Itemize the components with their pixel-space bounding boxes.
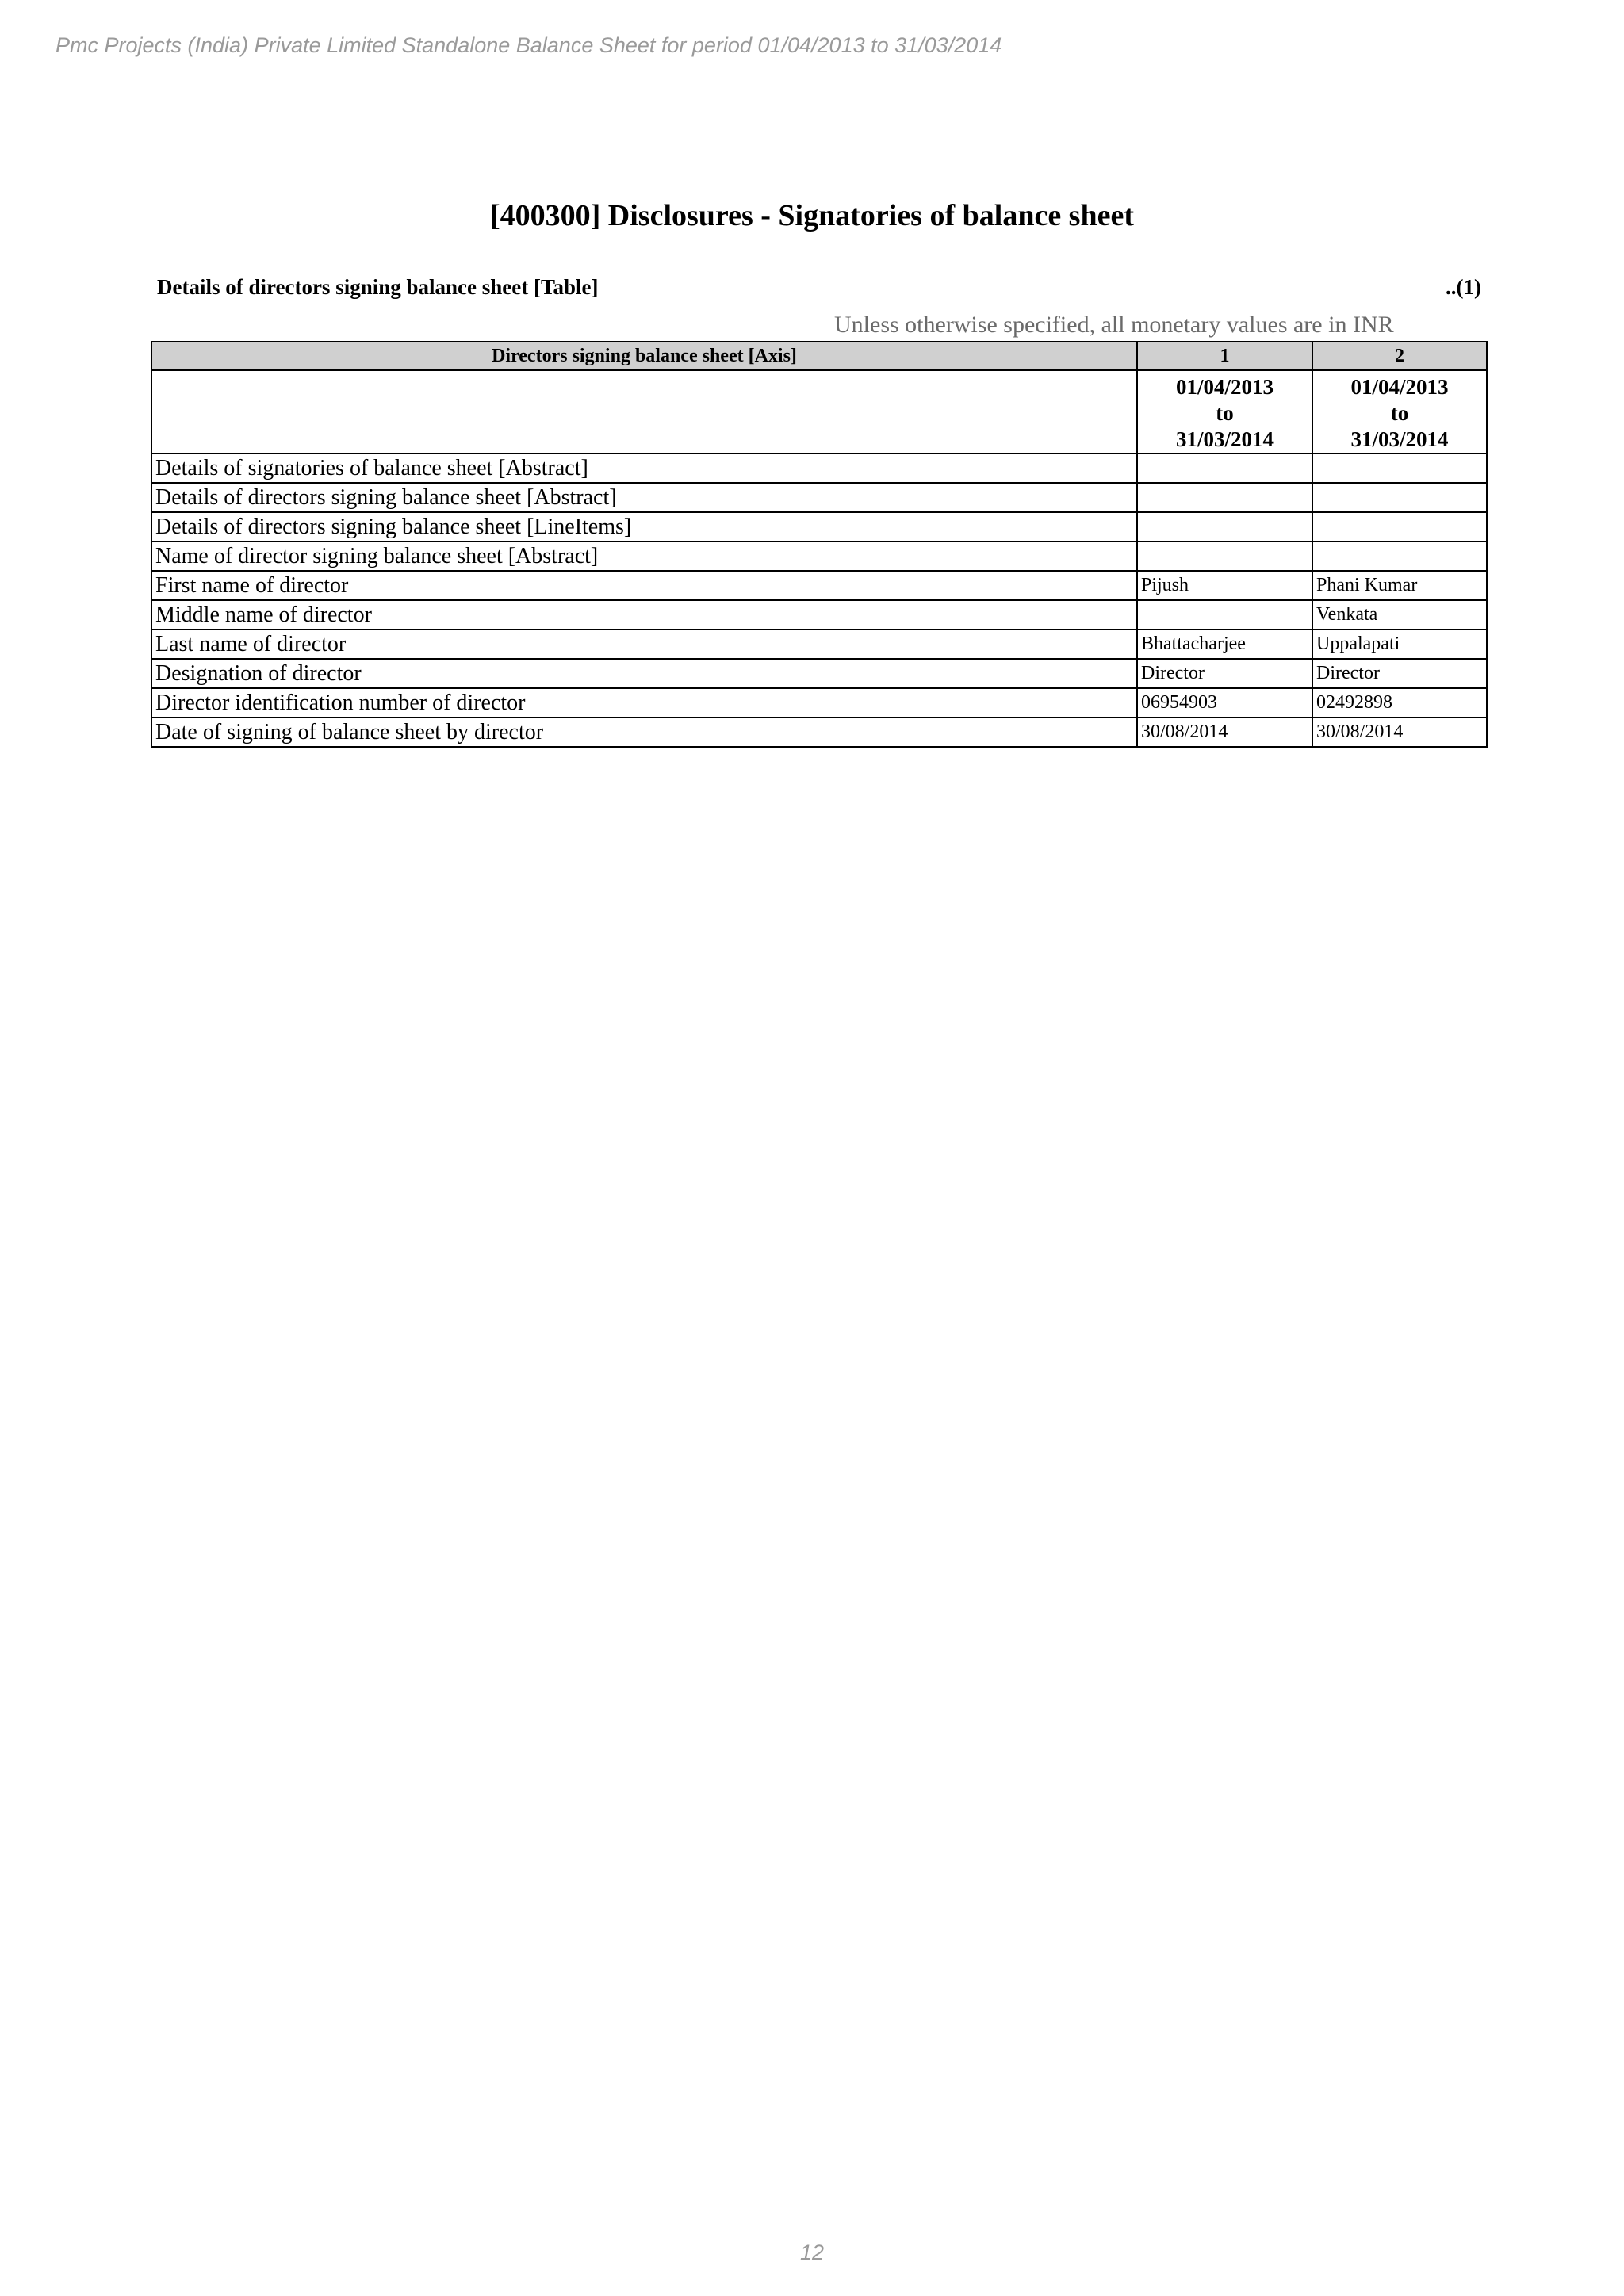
row-value-1 (1137, 512, 1312, 541)
table-row (151, 718, 1487, 747)
unit-note: Unless otherwise specified, all monetary values are in INR (834, 312, 1394, 338)
axis-label: Directors signing balance sheet [Axis] (151, 342, 1137, 370)
row-label: Date of signing of balance sheet by director (151, 718, 1137, 747)
row-value-1 (1137, 600, 1312, 629)
table-row (151, 512, 1487, 541)
table-caption: Details of directors signing balance sheet [Table] (157, 275, 599, 299)
row-value-1 (1137, 453, 1312, 483)
row-value-2 (1312, 483, 1487, 512)
table-row (151, 688, 1487, 718)
row-label: First name of director (151, 571, 1137, 600)
section-title: [400300] Disclosures - Signatories of balance sheet (489, 199, 1134, 232)
row-value-2: Venkata (1312, 600, 1487, 629)
period-to: 31/03/2014 (1175, 427, 1274, 451)
period-header-blank (151, 370, 1137, 453)
signatories-table (151, 341, 1488, 748)
page-number: 12 (799, 2241, 825, 2264)
row-label: Name of director signing balance sheet [Abstract] (151, 541, 1137, 571)
row-value-1 (1137, 541, 1312, 571)
row-value-1: Bhattacharjee (1137, 629, 1312, 659)
row-value-2 (1312, 512, 1487, 541)
row-label: Details of signatories of balance sheet [Abstract] (151, 453, 1137, 483)
axis-header-row (151, 342, 1487, 370)
row-value-2 (1312, 541, 1487, 571)
row-value-2: 02492898 (1312, 688, 1487, 718)
period-cell-1 (1137, 370, 1312, 453)
table-row (151, 453, 1487, 483)
period-to-word: to (1216, 401, 1234, 425)
row-value-2 (1312, 453, 1487, 483)
row-value-1 (1137, 483, 1312, 512)
table-row (151, 571, 1487, 600)
row-value-2: 30/08/2014 (1312, 718, 1487, 747)
row-label: Last name of director (151, 629, 1137, 659)
period-from: 01/04/2013 (1175, 375, 1274, 399)
row-value-2: Phani Kumar (1312, 571, 1487, 600)
period-to-word: to (1390, 401, 1409, 425)
row-value-1: Director (1137, 659, 1312, 688)
row-value-1: Pijush (1137, 571, 1312, 600)
table-row (151, 659, 1487, 688)
table-row (151, 541, 1487, 571)
column-member-2: 2 (1312, 342, 1487, 370)
row-label: Details of directors signing balance sheet [LineItems] (151, 512, 1137, 541)
table-row (151, 483, 1487, 512)
table-row (151, 629, 1487, 659)
table-reference: ..(1) (1446, 275, 1481, 299)
column-member-1: 1 (1137, 342, 1312, 370)
row-value-1: 30/08/2014 (1137, 718, 1312, 747)
row-value-1: 06954903 (1137, 688, 1312, 718)
row-label: Details of directors signing balance sheet [Abstract] (151, 483, 1137, 512)
row-label: Designation of director (151, 659, 1137, 688)
row-value-2: Uppalapati (1312, 629, 1487, 659)
period-header-row (151, 370, 1487, 453)
running-header: Pmc Projects (India) Private Limited Standalone Balance Sheet for period 01/04/2013 to 31/03/2014 (56, 33, 1002, 57)
row-value-2: Director (1312, 659, 1487, 688)
period-cell-2 (1312, 370, 1487, 453)
row-label: Middle name of director (151, 600, 1137, 629)
table-row (151, 600, 1487, 629)
period-from: 01/04/2013 (1350, 375, 1449, 399)
row-label: Director identification number of director (151, 688, 1137, 718)
period-to: 31/03/2014 (1350, 427, 1449, 451)
